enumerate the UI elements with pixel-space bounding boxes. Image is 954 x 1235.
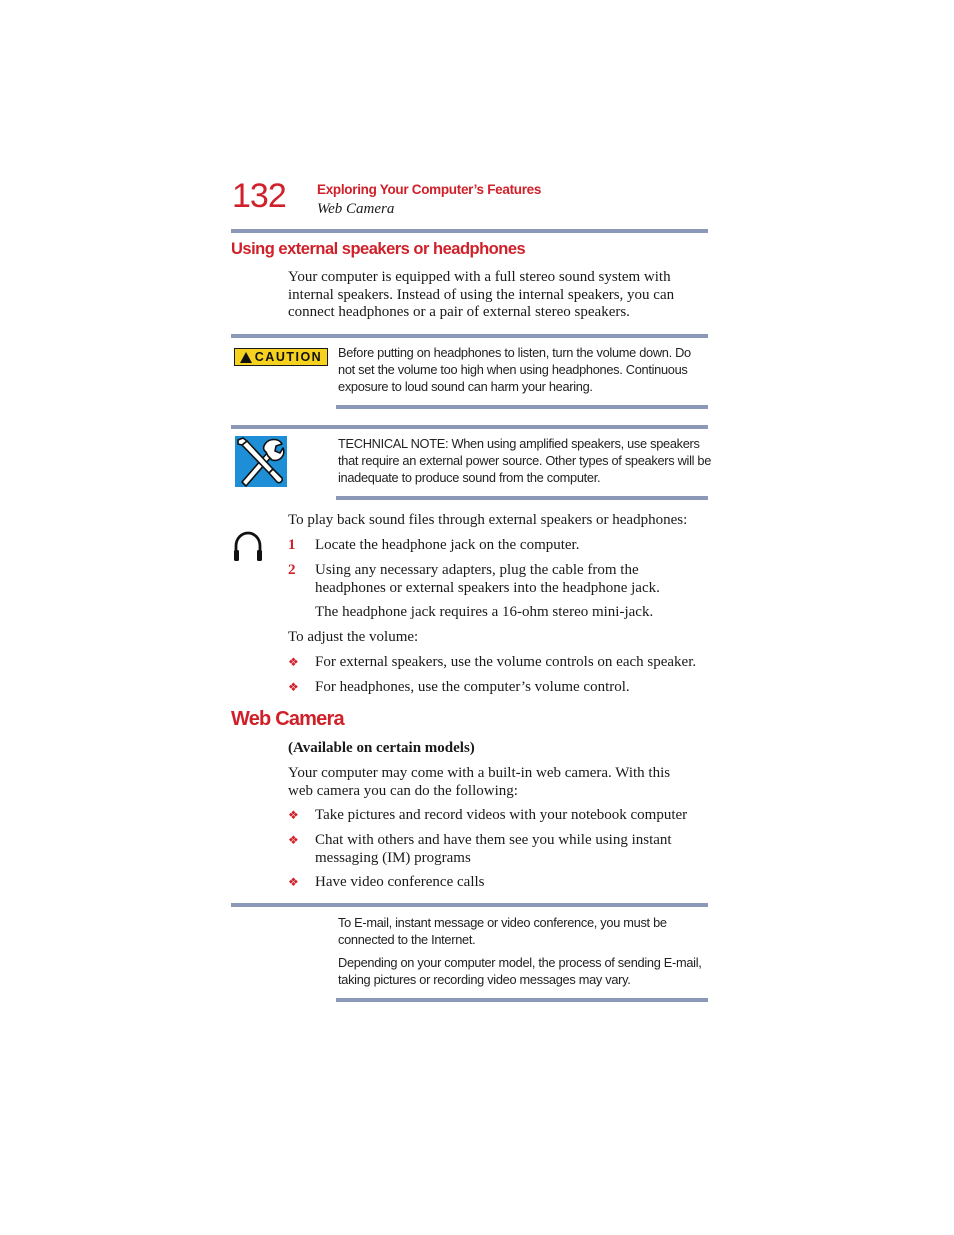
diamond-bullet-icon: ❖ bbox=[288, 808, 299, 822]
caution-rule-bottom bbox=[336, 405, 708, 409]
list-item: For external speakers, use the volume controls on each speaker. bbox=[315, 654, 697, 670]
diamond-bullet-icon: ❖ bbox=[288, 655, 299, 669]
caution-text: Before putting on headphones to listen, turn the volume down. Do not set the volume too high when using headphones. Continuous exposure to loud sound can harm your hearing. bbox=[338, 345, 691, 394]
note-paragraph: Depending on your computer model, the process of sending E-mail, taking pictures or recording video messages may vary. bbox=[338, 955, 702, 987]
list-item: For headphones, use the computer’s volume control. bbox=[315, 679, 630, 695]
note-paragraph: To E-mail, instant message or video conference, you must be connected to the Internet. bbox=[338, 915, 667, 947]
step-text: Locate the headphone jack on the computer. bbox=[315, 537, 580, 553]
speakers-heading: Using external speakers or headphones bbox=[231, 240, 526, 258]
diamond-bullet-icon: ❖ bbox=[288, 833, 299, 847]
note-rule-top bbox=[231, 903, 708, 907]
caution-badge-label: CAUTION bbox=[254, 350, 323, 364]
technote-text: TECHNICAL NOTE: When using amplified speakers, use speakers that require an external power source. Other types of speakers will be inadequate to produce sound from the computer. bbox=[338, 436, 712, 485]
note-rule-bottom bbox=[336, 998, 708, 1002]
step-note: The headphone jack requires a 16-ohm stereo mini-jack. bbox=[315, 604, 654, 620]
caution-icon bbox=[234, 348, 328, 366]
technote-rule-bottom bbox=[336, 496, 708, 500]
webcam-heading: Web Camera bbox=[231, 708, 344, 730]
step-number: 2 bbox=[288, 562, 296, 578]
page-number: 132 bbox=[232, 177, 286, 215]
warning-triangle-icon bbox=[240, 352, 252, 363]
speakers-intro: Your computer is equipped with a full stereo sound system with internal speakers. Instead of using the internal speakers, you can connect headphones or a pair of external stereo speakers. bbox=[288, 269, 675, 320]
step-number: 1 bbox=[288, 537, 296, 553]
list-item: Have video conference calls bbox=[315, 874, 485, 890]
playback-intro: To play back sound files through external speakers or headphones: bbox=[288, 512, 688, 528]
header-rule bbox=[231, 229, 708, 233]
availability-note: (Available on certain models) bbox=[288, 740, 475, 756]
diamond-bullet-icon: ❖ bbox=[288, 680, 299, 694]
wrench-icon bbox=[235, 436, 287, 487]
list-item: Chat with others and have them see you while using instant messaging (IM) programs bbox=[315, 832, 672, 866]
webcam-intro: Your computer may come with a built-in web camera. With this web camera you can do the following: bbox=[288, 765, 671, 799]
section-running-head: Web Camera bbox=[317, 201, 395, 217]
chapter-title: Exploring Your Computer’s Features bbox=[317, 182, 542, 197]
step-text: Using any necessary adapters, plug the cable from the headphones or external speakers into the headphone jack. bbox=[315, 562, 660, 596]
list-item: Take pictures and record videos with your notebook computer bbox=[315, 807, 688, 823]
headphones-icon bbox=[232, 529, 264, 563]
adjust-intro: To adjust the volume: bbox=[288, 629, 419, 645]
technote-rule-top bbox=[231, 425, 708, 429]
diamond-bullet-icon: ❖ bbox=[288, 875, 299, 889]
caution-rule-top bbox=[231, 334, 708, 338]
